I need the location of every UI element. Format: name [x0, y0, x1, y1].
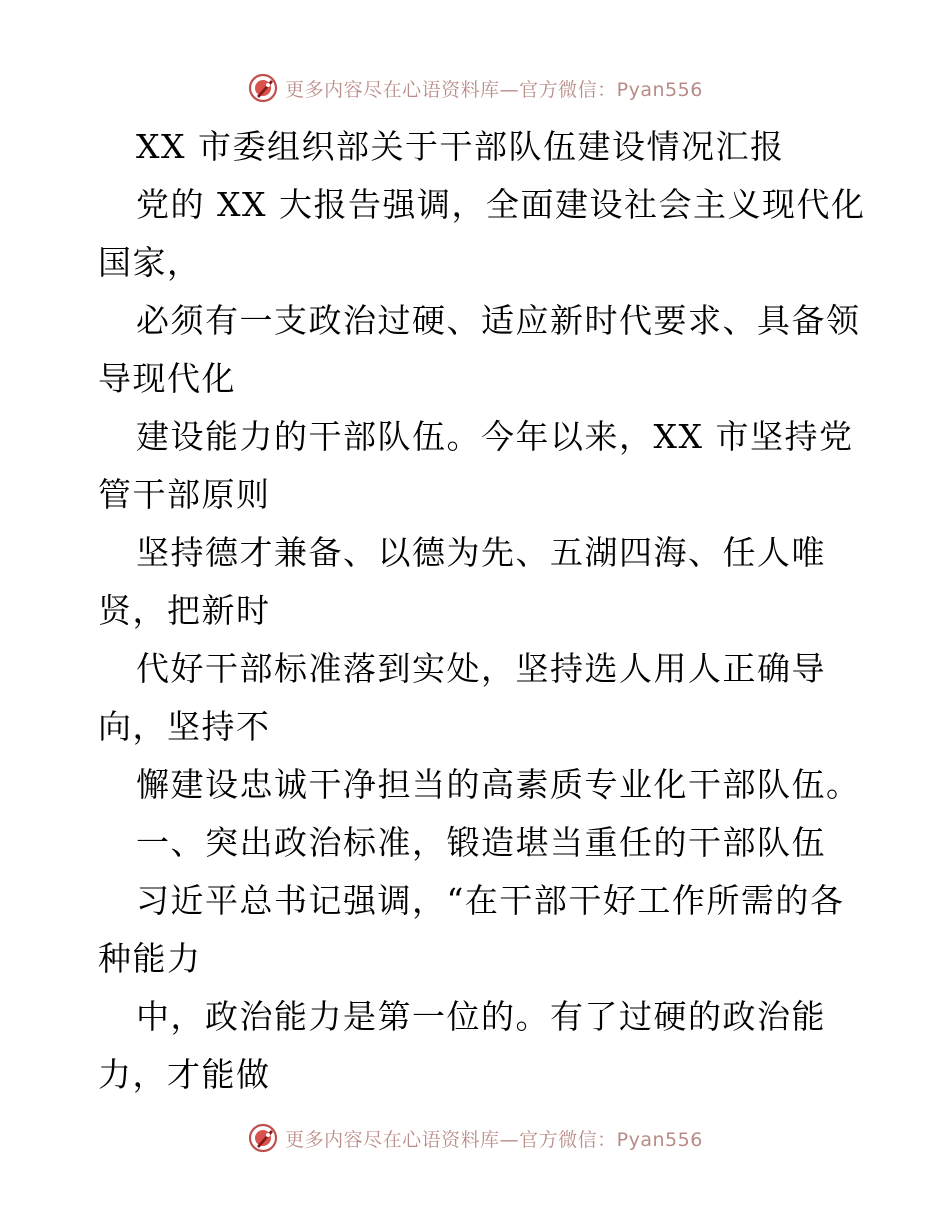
paragraph-line: 懈建设忠诚干净担当的高素质专业化干部队伍。: [136, 765, 861, 804]
paragraph-line: 建设能力的干部队伍。今年以来，XX 市坚持党: [136, 417, 854, 456]
paragraph-line: 代好干部标准落到实处，坚持选人用人正确导: [136, 649, 826, 688]
paragraph-line: 管干部原则: [98, 475, 271, 514]
paragraph-line: 向，坚持不: [98, 707, 271, 746]
paragraph-line: 贤，把新时: [98, 591, 271, 630]
watermark-text: 更多内容尽在心语资料库—官方微信：Pyan556: [285, 78, 703, 101]
footer-watermark: [0, 1122, 950, 1154]
paragraph-line: 必须有一支政治过硬、适应新时代要求、具备领: [136, 301, 861, 340]
document-title: XX 市委组织部关于干部队伍建设情况汇报: [136, 127, 785, 166]
paragraph-line: 习近平总书记强调，“在干部干好工作所需的各: [136, 881, 845, 920]
header-watermark: [0, 72, 950, 104]
paragraph-line: 党的 XX 大报告强调，全面建设社会主义现代化: [136, 185, 866, 224]
paragraph-line: 导现代化: [98, 359, 236, 398]
paragraph-line: 种能力: [98, 939, 202, 978]
paragraph-line: 坚持德才兼备、以德为先、五湖四海、任人唯: [136, 533, 826, 572]
watermark-text: 更多内容尽在心语资料库—官方微信：Pyan556: [285, 1128, 703, 1151]
document-body: [98, 118, 866, 1104]
paragraph-line: 中，政治能力是第一位的。有了过硬的政治能: [136, 997, 826, 1036]
paragraph-line: 国家，: [98, 243, 202, 282]
section-heading: 一、突出政治标准，锻造堪当重任的干部队伍: [136, 823, 826, 862]
pen-seal-logo-icon: [247, 72, 279, 104]
paragraph-line: 力，才能做: [98, 1055, 271, 1094]
pen-seal-logo-icon: [247, 1122, 279, 1154]
